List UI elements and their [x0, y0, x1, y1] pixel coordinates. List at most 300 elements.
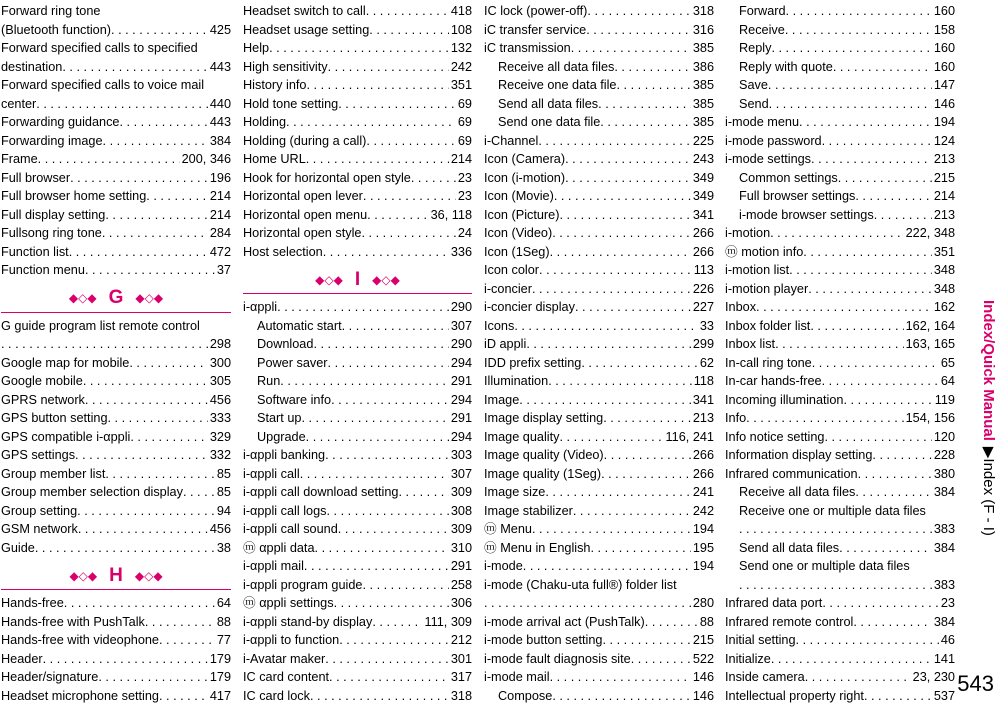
entry-term: i-concier: [484, 280, 532, 299]
leader-dots: [604, 446, 691, 465]
index-entry: [243, 557, 472, 576]
index-entry: [243, 428, 472, 447]
section-ornament-icon: ◆◇◆: [135, 569, 163, 583]
entry-term: i-αppli call sound: [243, 520, 338, 539]
entry-page-ref: 241: [691, 483, 714, 502]
entry-page-ref: 23: [939, 594, 955, 613]
entry-term: Power saver: [257, 354, 328, 373]
leader-dots: [785, 21, 932, 40]
entry-term: Infrared remote control: [725, 613, 853, 632]
index-entry: [1, 58, 231, 77]
entry-page-ref: 147: [932, 76, 955, 95]
entry-page-ref: 64: [215, 594, 231, 613]
entry-term: Image quality (1Seg): [484, 465, 601, 484]
index-entry: [484, 21, 714, 40]
index-entry: [243, 2, 472, 21]
entry-page-ref: 23: [456, 169, 472, 188]
leader-dots: [586, 21, 691, 40]
entry-page-ref: 46: [939, 631, 955, 650]
entry-page-ref: 158: [932, 21, 955, 40]
entry-term: i-mode browser settings: [739, 206, 874, 225]
index-entry: [1, 76, 231, 95]
leader-dots: [77, 502, 215, 521]
index-entry: [484, 446, 714, 465]
index-column-4: [725, 2, 955, 705]
entry-term: Icon (Camera): [484, 150, 565, 169]
index-entry: [484, 539, 714, 558]
leader-dots: [575, 298, 691, 317]
entry-term: Inside camera: [725, 668, 805, 687]
entry-page-ref: 318: [691, 2, 714, 21]
leader-dots: [146, 187, 208, 206]
index-entry: [484, 224, 714, 243]
index-entry: [484, 650, 714, 669]
leader-dots: [366, 2, 449, 21]
entry-page-ref: 213: [932, 206, 955, 225]
leader-dots: [145, 613, 215, 632]
leader-dots: [369, 21, 449, 40]
entry-page-ref: 69: [456, 95, 472, 114]
index-entry: [725, 539, 955, 558]
index-entry: [725, 557, 955, 576]
leader-dots: [323, 243, 449, 262]
index-entry: [725, 613, 955, 632]
leader-dots: [69, 243, 208, 262]
index-entry: [725, 520, 955, 539]
index-entry: [484, 335, 714, 354]
entry-page-ref: 141: [932, 650, 955, 669]
entry-term: IC card lock: [243, 687, 310, 705]
entry-term: i-αppli program guide: [243, 576, 362, 595]
leader-dots: [108, 409, 208, 428]
entry-term: Send: [739, 95, 769, 114]
index-entry: [243, 687, 472, 705]
entry-page-ref: 179: [208, 650, 231, 669]
entry-term: i-αppli: [243, 298, 277, 317]
entry-term: Receive one data file: [498, 76, 617, 95]
entry-term: IC card content: [243, 668, 329, 687]
leader-dots: [771, 39, 931, 58]
leader-dots: [796, 631, 939, 650]
section-ornament-icon: ◆◇◆: [69, 569, 97, 583]
entry-page-ref: 385: [691, 113, 714, 132]
index-entry: [484, 520, 714, 539]
index-entry: [484, 687, 714, 705]
entry-term: i-αppli call logs: [243, 502, 327, 521]
entry-page-ref: 116, 241: [664, 428, 714, 447]
entry-term: Image quality: [484, 428, 559, 447]
index-entry: [243, 95, 472, 114]
entry-page-ref: 113: [692, 261, 714, 280]
index-entry: [243, 206, 472, 225]
entry-page-ref: 146: [691, 668, 714, 687]
index-entry: [1, 113, 231, 132]
side-tab-subsection: ▶Index (F - I): [980, 447, 997, 536]
entry-page-ref: 243: [691, 150, 714, 169]
index-entry: [243, 409, 472, 428]
entry-page-ref: 162: [932, 298, 955, 317]
leader-dots: [559, 206, 690, 225]
leader-dots: [810, 317, 903, 336]
entry-term: GSM network: [1, 520, 78, 539]
index-entry: [725, 187, 955, 206]
entry-page-ref: 294: [449, 428, 472, 447]
index-entry: [484, 132, 714, 151]
index-entry: [484, 391, 714, 410]
entry-page-ref: 385: [691, 76, 714, 95]
leader-dots: [523, 557, 691, 576]
entry-term: center: [1, 95, 36, 114]
index-entry: [725, 132, 955, 151]
entry-page-ref: 222, 348: [904, 224, 955, 243]
leader-dots: [853, 613, 931, 632]
entry-term: GPS button setting: [1, 409, 108, 428]
entry-page-ref: 85: [215, 483, 231, 502]
entry-page-ref: 24: [456, 224, 472, 243]
index-entry: [1, 650, 231, 669]
entry-term: Receive all data files: [498, 58, 614, 77]
entry-page-ref: 384: [932, 539, 955, 558]
index-entry: [484, 372, 714, 391]
entry-page-ref: 336: [449, 243, 472, 262]
entry-term: Image stabilizer: [484, 502, 573, 521]
leader-dots: [591, 539, 691, 558]
index-entry: [1, 428, 231, 447]
entry-term: i-motion player: [725, 280, 808, 299]
leader-dots: [334, 594, 449, 613]
entry-term: Function list: [1, 243, 69, 262]
entry-term: i-mode button setting: [484, 631, 603, 650]
index-entry: [1, 520, 231, 539]
leader-dots: [329, 668, 449, 687]
index-entry: [484, 206, 714, 225]
entry-term: IDD prefix setting: [484, 354, 581, 373]
entry-page-ref: 280: [691, 594, 714, 613]
index-entry: [1, 372, 231, 391]
entry-term: ⓜ αppli settings: [243, 594, 334, 613]
index-entry: [243, 668, 472, 687]
leader-dots: [843, 391, 932, 410]
leader-dots: [338, 95, 456, 114]
entry-term: i-mode fault diagnosis site: [484, 650, 631, 669]
entry-term: Initialize: [725, 650, 771, 669]
index-entry: [725, 354, 955, 373]
leader-dots: [822, 132, 932, 151]
leader-dots: [617, 76, 691, 95]
index-entry: [1, 502, 231, 521]
index-entry: [484, 668, 714, 687]
index-entry: [484, 465, 714, 484]
index-entry: [725, 594, 955, 613]
leader-dots: [98, 668, 207, 687]
entry-term: Forward specified calls to specified: [1, 39, 198, 58]
index-entry: [243, 243, 472, 262]
entry-term: Header: [1, 650, 43, 669]
index-entry: [725, 224, 955, 243]
index-entry: [725, 113, 955, 132]
entry-page-ref: 385: [691, 95, 714, 114]
leader-dots: [315, 539, 449, 558]
leader-dots: [771, 650, 932, 669]
section-header-g: [1, 280, 231, 317]
leader-dots: [746, 409, 903, 428]
leader-dots: [548, 372, 692, 391]
entry-term: i-αppli stand-by display: [243, 613, 372, 632]
entry-term: Headset microphone setting: [1, 687, 159, 705]
entry-page-ref: 242: [691, 502, 714, 521]
leader-dots: [183, 483, 215, 502]
index-entry: [725, 76, 955, 95]
entry-term: Headset usage setting: [243, 21, 369, 40]
entry-page-ref: 160: [932, 58, 955, 77]
index-entry: [1, 465, 231, 484]
leader-dots: [552, 224, 691, 243]
entry-page-ref: 196: [208, 169, 231, 188]
leader-dots: [484, 594, 691, 613]
entry-term: Icon (Movie): [484, 187, 554, 206]
entry-term: Forward: [739, 2, 786, 21]
leader-dots: [822, 372, 939, 391]
index-entry: [725, 169, 955, 188]
entry-term: i-motion: [725, 224, 770, 243]
entry-page-ref: 213: [932, 150, 955, 169]
leader-dots: [600, 113, 691, 132]
entry-page-ref: 85: [215, 465, 231, 484]
entry-term: Info: [725, 409, 746, 428]
entry-term: Header/signature: [1, 668, 98, 687]
index-entry: [1, 317, 231, 336]
leader-dots: [367, 206, 428, 225]
entry-page-ref: 120: [932, 428, 955, 447]
index-column-1: [1, 2, 231, 705]
leader-dots: [342, 317, 449, 336]
entry-term: Inbox: [725, 298, 756, 317]
entry-term: Inbox folder list: [725, 317, 810, 336]
entry-page-ref: 162, 164: [904, 317, 955, 336]
entry-page-ref: 33: [698, 317, 714, 336]
leader-dots: [36, 95, 208, 114]
entry-term: Receive one or multiple data files: [739, 502, 926, 521]
section-header-h: [1, 557, 231, 594]
leader-dots: [120, 113, 208, 132]
entry-page-ref: 36, 118: [429, 206, 472, 225]
entry-term: Reply with quote: [739, 58, 833, 77]
index-entry: [1, 206, 231, 225]
entry-term: Icon (i-motion): [484, 169, 565, 188]
entry-term: Infrared communication: [725, 465, 858, 484]
entry-page-ref: 417: [208, 687, 231, 705]
index-entry: [243, 446, 472, 465]
index-entry: [1, 594, 231, 613]
index-entry: [243, 21, 472, 40]
leader-dots: [411, 169, 456, 188]
leader-dots: [811, 150, 932, 169]
index-entry: [484, 2, 714, 21]
entry-term: ⓜ αppli data: [243, 539, 315, 558]
entry-term: Full browser: [1, 169, 70, 188]
entry-term: Group member selection display: [1, 483, 183, 502]
entry-page-ref: 290: [449, 335, 472, 354]
entry-page-ref: 456: [208, 520, 231, 539]
entry-term: Fullsong ring tone: [1, 224, 102, 243]
entry-page-ref: 132: [449, 39, 472, 58]
leader-dots: [855, 483, 931, 502]
index-entry: [243, 187, 472, 206]
entry-page-ref: 214: [932, 187, 955, 206]
leader-dots: [75, 446, 208, 465]
entry-term: Image quality (Video): [484, 446, 604, 465]
entry-term: High sensitivity: [243, 58, 328, 77]
leader-dots: [269, 39, 449, 58]
entry-page-ref: 62: [698, 354, 714, 373]
leader-dots: [770, 224, 903, 243]
entry-term: i-αppli mail: [243, 557, 304, 576]
entry-term: In-call ring tone: [725, 354, 812, 373]
index-entry: [243, 631, 472, 650]
entry-page-ref: 64: [939, 372, 955, 391]
entry-term: Send all data files: [739, 539, 839, 558]
entry-page-ref: 212: [449, 631, 472, 650]
entry-page-ref: 443: [208, 113, 231, 132]
entry-page-ref: 119: [933, 391, 955, 410]
entry-page-ref: 69: [456, 132, 472, 151]
leader-dots: [304, 557, 449, 576]
index-entry: [484, 280, 714, 299]
leader-dots: [565, 169, 691, 188]
leader-dots: [338, 520, 449, 539]
leader-dots: [514, 317, 698, 336]
entry-term: ⓜ Menu in English: [484, 539, 591, 558]
entry-page-ref: 301: [449, 650, 472, 669]
leader-dots: [280, 372, 449, 391]
index-entry: [484, 409, 714, 428]
index-entry: [243, 335, 472, 354]
index-entry: [243, 224, 472, 243]
index-entry: [243, 465, 472, 484]
entry-term: i-αppli banking: [243, 446, 325, 465]
leader-dots: [559, 428, 663, 447]
entry-page-ref: 88: [698, 613, 714, 632]
index-entry: [1, 687, 231, 705]
entry-page-ref: 227: [691, 298, 714, 317]
entry-term: Horizontal open lever: [243, 187, 363, 206]
leader-dots: [277, 298, 449, 317]
entry-page-ref: 383: [932, 520, 955, 539]
entry-page-ref: 383: [932, 576, 955, 595]
index-entry: [243, 520, 472, 539]
index-entry: [725, 391, 955, 410]
index-entry: [725, 576, 955, 595]
entry-page-ref: 456: [208, 391, 231, 410]
entry-page-ref: 307: [449, 317, 472, 336]
index-entry: [725, 631, 955, 650]
index-column-2: [243, 2, 472, 705]
index-entry: [725, 687, 955, 705]
leader-dots: [331, 391, 449, 410]
entry-page-ref: 306: [449, 594, 472, 613]
leader-dots: [286, 113, 456, 132]
section-header-i: [243, 261, 472, 298]
entry-term: iC transmission: [484, 39, 571, 58]
index-entry: [243, 132, 472, 151]
entry-term: Common settings: [739, 169, 838, 188]
leader-dots: [858, 465, 932, 484]
entry-page-ref: 290: [449, 298, 472, 317]
index-entry: [243, 76, 472, 95]
leader-dots: [301, 409, 448, 428]
entry-page-ref: 118: [692, 372, 714, 391]
entry-term: i-mode (Chaku-uta full®) folder list: [484, 576, 677, 595]
entry-term: Hands-free with videophone: [1, 631, 159, 650]
entry-term: Reply: [739, 39, 771, 58]
index-entry: [243, 502, 472, 521]
entry-term: Image: [484, 391, 519, 410]
index-entry: [484, 39, 714, 58]
entry-page-ref: 309: [449, 520, 472, 539]
entry-page-ref: 316: [691, 21, 714, 40]
entry-page-ref: 351: [932, 243, 955, 262]
entry-term: Icons: [484, 317, 514, 336]
leader-dots: [550, 243, 691, 262]
leader-dots: [103, 132, 208, 151]
leader-dots: [85, 391, 208, 410]
leader-dots: [587, 2, 690, 21]
entry-page-ref: 226: [691, 280, 714, 299]
side-tab-section: Index/Quick Manual: [980, 300, 997, 441]
index-entry: [725, 668, 955, 687]
entry-term: i-mode arrival act (PushTalk): [484, 613, 645, 632]
entry-term: Infrared data port: [725, 594, 822, 613]
entry-term: Hands-free with PushTalk: [1, 613, 145, 632]
entry-page-ref: 317: [449, 668, 472, 687]
entry-term: Frame: [1, 150, 38, 169]
leader-dots: [838, 169, 932, 188]
leader-dots: [532, 520, 691, 539]
entry-term: Receive all data files: [739, 483, 855, 502]
entry-page-ref: 65: [939, 354, 955, 373]
index-entry: [1, 2, 231, 21]
entry-term: Icon (Video): [484, 224, 552, 243]
entry-page-ref: 194: [932, 113, 955, 132]
index-entry: [725, 2, 955, 21]
index-entry: [1, 335, 231, 354]
entry-term: Google map for mobile: [1, 354, 129, 373]
entry-term: Forward specified calls to voice mail: [1, 76, 204, 95]
leader-dots: [519, 391, 691, 410]
entry-page-ref: 291: [449, 372, 472, 391]
entry-page-ref: 307: [449, 465, 472, 484]
entry-page-ref: 341: [691, 206, 714, 225]
index-entry: [484, 576, 714, 595]
entry-term: i-Avatar maker: [243, 650, 325, 669]
leader-dots: [372, 613, 422, 632]
leader-dots: [573, 502, 691, 521]
section-letter: I: [355, 269, 360, 291]
entry-term: i-mode password: [725, 132, 822, 151]
leader-dots: [603, 409, 691, 428]
entry-term: Headset switch to call: [243, 2, 366, 21]
entry-term: i-αppli to function: [243, 631, 339, 650]
entry-page-ref: 309: [449, 483, 472, 502]
entry-page-ref: 341: [691, 391, 714, 410]
index-entry: [725, 206, 955, 225]
index-entry: [243, 39, 472, 58]
entry-page-ref: 266: [691, 243, 714, 262]
entry-term: Holding (during a call): [243, 132, 366, 151]
leader-dots: [300, 465, 449, 484]
entry-term: Info notice setting: [725, 428, 824, 447]
index-entry: [243, 539, 472, 558]
